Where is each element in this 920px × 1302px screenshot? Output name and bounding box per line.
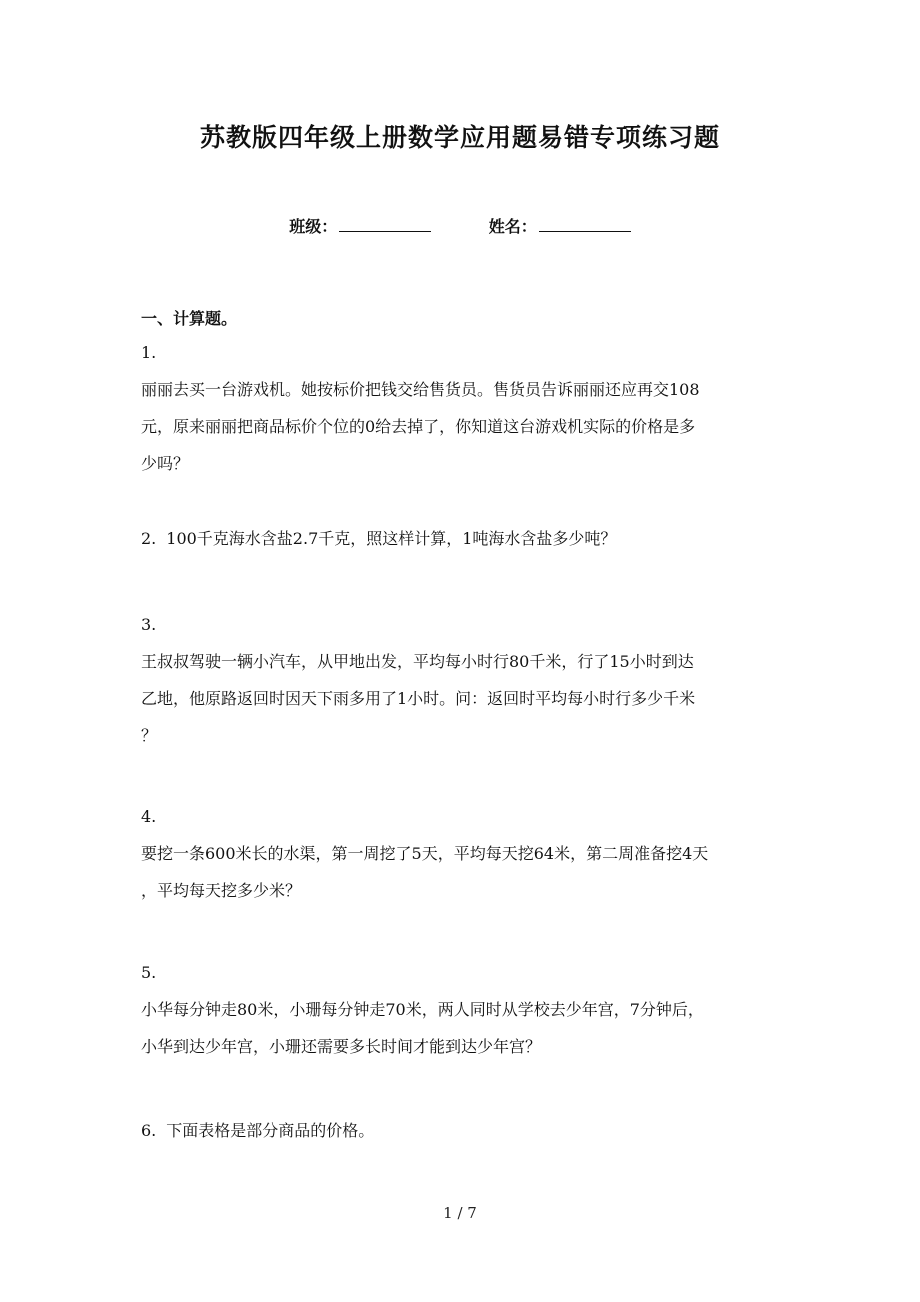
- question-3: [141, 606, 781, 754]
- question-line: 小华到达少年宫，小珊还需要多长时间才能到达少年宫？: [141, 1037, 542, 1056]
- question-5: [141, 954, 781, 1065]
- question-line: 少吗？: [141, 454, 190, 473]
- question-6: [141, 1112, 781, 1149]
- name-label: 姓名：: [488, 217, 537, 236]
- question-4: [141, 798, 781, 909]
- question-line: 丽丽去买一台游戏机。她按标价把钱交给售货员。售货员告诉丽丽还应再交108: [141, 380, 700, 399]
- question-text: 100千克海水含盐2.7千克，照这样计算，1吨海水含盐多少吨？: [166, 529, 617, 548]
- name-blank-line[interactable]: [539, 217, 631, 232]
- question-line: 要挖一条600米长的水渠，第一周挖了5天，平均每天挖64米，第二周准备挖4天: [141, 844, 709, 863]
- section-heading: 一、计算题。: [141, 309, 238, 328]
- class-label: 班级：: [289, 217, 338, 236]
- question-1: [141, 334, 781, 482]
- question-number: 4.: [141, 807, 157, 826]
- question-line: 王叔叔驾驶一辆小汽车，从甲地出发，平均每小时行80千米，行了15小时到达: [141, 652, 694, 671]
- question-number: 3.: [141, 615, 157, 634]
- question-line: ？: [141, 726, 158, 745]
- question-number: 2.: [141, 529, 157, 548]
- question-line: 小华每分钟走80米，小珊每分钟走70米，两人同时从学校去少年宫，7分钟后，: [141, 1000, 704, 1019]
- question-line: 元，原来丽丽把商品标价个位的0给去掉了，你知道这台游戏机实际的价格是多: [141, 417, 696, 436]
- question-text: 下面表格是部分商品的价格。: [166, 1121, 375, 1140]
- name-field: [489, 214, 631, 237]
- page-title: 苏教版四年级上册数学应用题易错专项练习题: [199, 123, 720, 152]
- class-field: [289, 214, 431, 237]
- question-number: 5.: [141, 963, 157, 982]
- class-blank-line[interactable]: [339, 217, 431, 232]
- question-line: ，平均每天挖多少米？: [141, 881, 302, 900]
- student-info-row: [0, 214, 920, 237]
- question-number: 1.: [141, 343, 157, 362]
- question-line: 乙地，他原路返回时因天下雨多用了1小时。问：返回时平均每小时行多少千米: [141, 689, 696, 708]
- question-line: [141, 520, 781, 557]
- question-2: [141, 520, 781, 557]
- question-number: 6.: [141, 1121, 157, 1140]
- page-indicator: 1 / 7: [443, 1204, 477, 1222]
- question-line: [141, 1112, 781, 1149]
